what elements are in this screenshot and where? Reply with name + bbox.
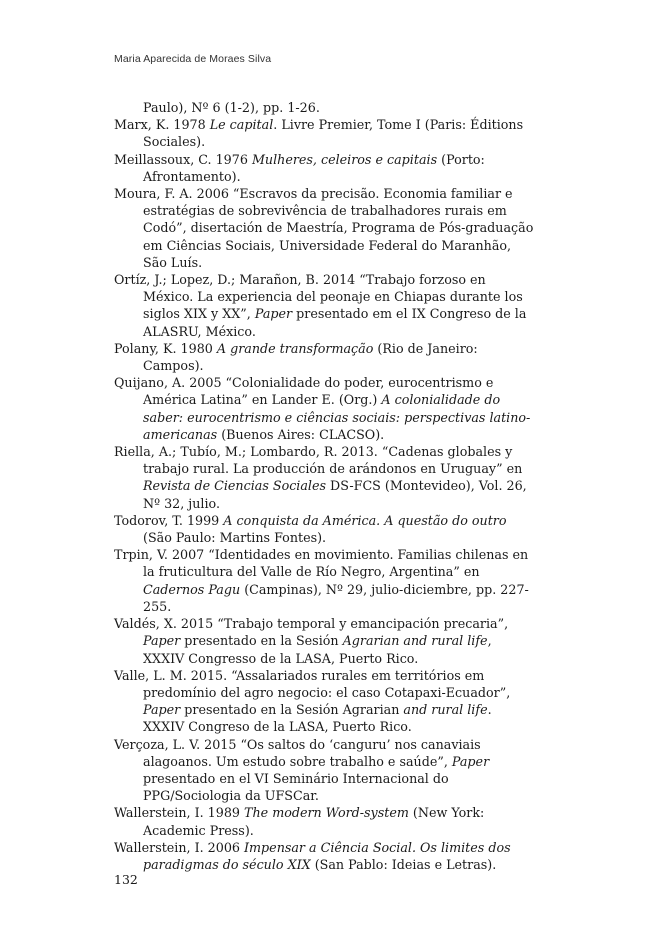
reference-text: (San Pablo: Ideias e Letras). — [310, 856, 497, 872]
reference-text: Valdés, X. 2015 “Trabajo temporal y emancipación precaria”, — [114, 616, 509, 632]
reference-text: , XXXIV Congresso de la LASA, Puerto Rico. — [143, 633, 492, 666]
reference-entry — [114, 512, 534, 546]
reference-entry — [114, 546, 534, 615]
reference-list — [114, 99, 534, 873]
reference-text: Quijano, A. 2005 “Colonialidade do poder, eurocentrismo e América Latina” en Lander E. (Org.) — [114, 375, 494, 408]
reference-text: Riella, A.; Tubío, M.; Lombardo, R. 2013. “Cadenas globales y trabajo rural. La producción de arándonos en Uruguay” en — [114, 444, 523, 477]
reference-entry — [114, 667, 534, 736]
reference-text: Paulo), Nº 6 (1-2), pp. 1-26. — [143, 100, 320, 115]
reference-title-italic: Agrarian and rural life — [342, 633, 488, 649]
reference-entry — [114, 736, 534, 805]
running-head: Maria Aparecida de Moraes Silva — [114, 53, 272, 65]
reference-text: Valle, L. M. 2015. “Assalariados rurales em territórios em predomínio del agro negocio: el caso Cotapaxi-Ecuador”, — [114, 667, 511, 700]
reference-text: (São Paulo: Martins Fontes). — [143, 530, 327, 546]
reference-title-italic: Paper — [254, 306, 293, 322]
reference-entry — [114, 340, 534, 374]
reference-entry — [114, 839, 534, 873]
reference-title-italic: Le capital — [209, 117, 274, 133]
reference-entry — [114, 185, 534, 271]
reference-title-italic: Cadernos Pagu — [143, 581, 241, 597]
reference-entry — [114, 116, 534, 150]
reference-title-italic: The modern Word-system — [244, 805, 409, 821]
reference-title-italic: Paper — [143, 633, 181, 649]
reference-text: Wallerstein, I. 2006 — [114, 839, 245, 855]
reference-text: presentado em el IX Congreso de la ALASRU, México. — [143, 306, 527, 339]
reference-entry — [114, 374, 534, 443]
reference-entry — [114, 271, 534, 340]
reference-text: . Livre Premier, Tome I (Paris: Éditions Sociales). — [143, 117, 524, 150]
reference-text: (New York: Academic Press). — [143, 805, 485, 838]
reference-text: presentado en la Sesión — [180, 633, 343, 649]
reference-text: . XXXIV Congreso de la LASA, Puerto Rico. — [143, 702, 492, 735]
reference-text: DS-FCS (Montevideo), Vol. 26, Nº 32, julio. — [143, 478, 527, 511]
reference-title-italic: and rural life — [403, 702, 488, 718]
reference-title-italic: Mulheres, celeiros e capitais — [251, 151, 438, 167]
reference-title-italic: A conquista da América. A questão do outro — [223, 512, 507, 528]
reference-text: Todorov, T. 1999 — [114, 512, 224, 528]
reference-text: Ortíz, J.; Lopez, D.; Marañon, B. 2014 “Trabajo forzoso en México. La experiencia del peonaje en Chiapas durante los siglos XIX y XX”, — [114, 272, 523, 322]
reference-entry — [114, 615, 534, 667]
reference-text: Wallerstein, I. 1989 — [114, 805, 245, 821]
reference-text: (Buenos Aires: CLACSO). — [217, 426, 385, 442]
reference-title-italic: Impensar a Ciência Social. Os limites dos paradigmas do século XIX — [143, 839, 511, 872]
page-number: 132 — [114, 872, 138, 887]
reference-title-italic: Revista de Ciencias Sociales — [143, 478, 327, 494]
reference-text: Moura, F. A. 2006 “Escravos da precisão. Economia familiar e estratégias de sobrevivência de trabalhadores rurais em Codó”, disertación de Maestría, Programa de Pós-graduação em Ciências Sociais, Universidade Federal do Maranhão, São Luís. — [114, 186, 534, 270]
reference-entry-continued — [114, 99, 534, 116]
reference-text: Trpin, V. 2007 “Identidades en movimiento. Familias chilenas en la fruticultura del Valle de Río Negro, Argentina” en — [114, 547, 529, 580]
reference-title-italic: Paper — [451, 753, 490, 769]
reference-text: Polany, K. 1980 — [114, 340, 217, 356]
reference-text: Marx, K. 1978 — [114, 117, 210, 133]
reference-text: Verçoza, L. V. 2015 “Os saltos do ‘canguru’ nos canaviais alagoanos. Um estudo sobre trabalho e saúde”, — [114, 736, 481, 769]
reference-text: (Porto: Afrontamento). — [143, 151, 485, 184]
reference-title-italic: Paper — [143, 702, 181, 718]
reference-text: presentado en el VI Seminário Internacional do PPG/Sociologia da UFSCar. — [143, 770, 449, 804]
reference-title-italic: A colonialidade do saber: eurocentrismo e ciências sociais: perspectivas latino-americanas — [143, 392, 531, 442]
reference-entry — [114, 151, 534, 185]
reference-entry — [114, 804, 534, 838]
reference-entry — [114, 443, 534, 512]
reference-text: (Campinas), Nº 29, julio-diciembre, pp. 227-255. — [143, 581, 529, 614]
reference-title-italic: A grande transformação — [216, 340, 374, 356]
reference-text: presentado en la Sesión Agrarian — [180, 702, 404, 718]
reference-text: (Rio de Janeiro: Campos). — [143, 340, 478, 374]
reference-text: Meillassoux, C. 1976 — [114, 151, 252, 167]
